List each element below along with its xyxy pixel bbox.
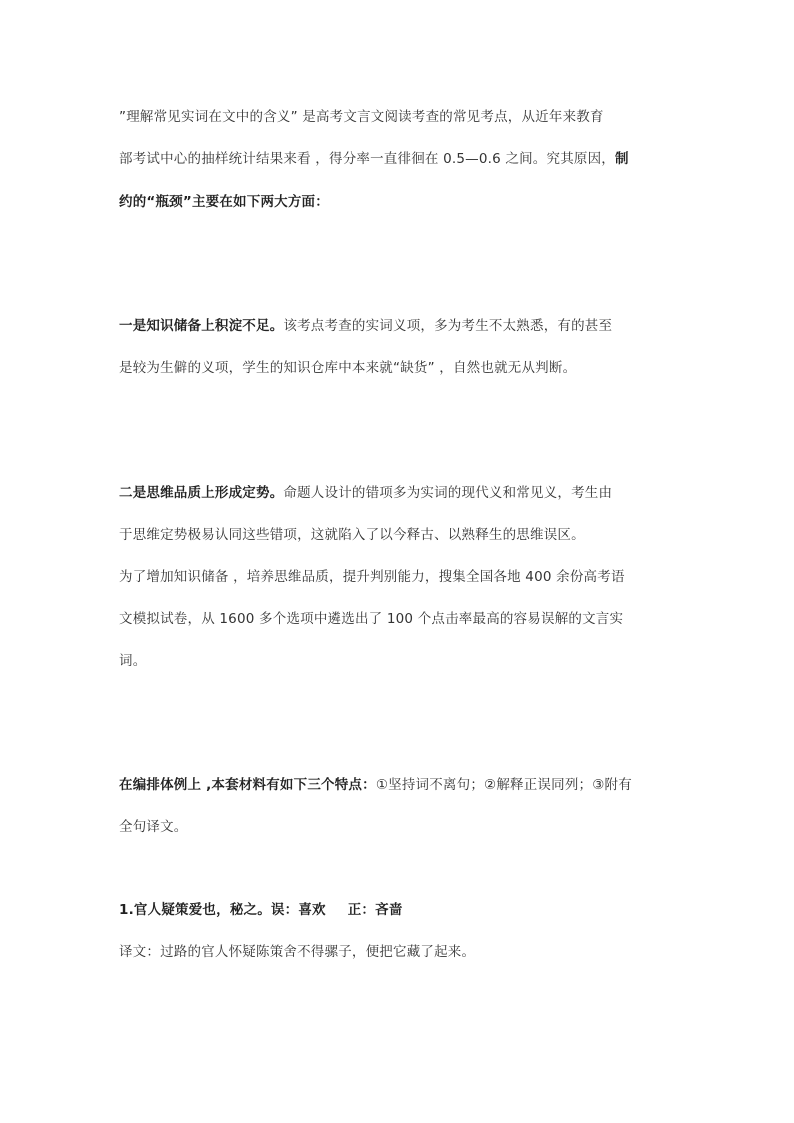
features-text-2: 全句译文。 — [119, 819, 188, 835]
purpose-line-2 — [119, 609, 699, 629]
features-line-1 — [119, 775, 699, 795]
purpose-text-2: 文模拟试卷，从 1600 多个选项中遴选出了 100 个点击率最高的容易误解的文言实 — [119, 611, 624, 627]
point2-text-1: 命题人设计的错项多为实词的现代义和常见义，考生由 — [283, 485, 613, 501]
purpose-text-1: 为了增加知识储备 ，培养思维品质，提升判别能力，搜集全国各地 400 余份高考语 — [119, 569, 625, 585]
point2-line-1 — [119, 483, 699, 503]
point1-line-1 — [119, 316, 699, 336]
entry1-heading — [119, 900, 699, 920]
purpose-line-3 — [119, 651, 699, 671]
entry1-heading-part1: 1.官人疑策爱也，秘之。误：喜欢 — [119, 902, 326, 918]
intro-text-3-bold: 约的“瓶颈”主要在如下两大方面： — [119, 194, 329, 210]
features-text-1: ①坚持词不离句；②解释正误同列；③附有 — [375, 777, 632, 793]
intro-text-2: 部考试中心的抽样统计结果来看 ，得分率一直徘徊在 0.5—0.6 之间。究其原因， — [119, 151, 616, 167]
intro-text-2-bold: 制 — [615, 151, 629, 167]
purpose-line-1 — [119, 567, 699, 587]
point1-heading: 一是知识储备上积淀不足。 — [119, 318, 284, 334]
intro-line-3 — [119, 192, 699, 212]
intro-line-2 — [119, 149, 699, 169]
point2-line-2 — [119, 525, 699, 545]
entry1-heading-part2: 正：吝啬 — [347, 902, 403, 918]
features-line-2 — [119, 817, 699, 837]
features-heading: 在编排体例上 ,本套材料有如下三个特点： — [119, 777, 376, 793]
point2-text-2: 于思维定势极易认同这些错项，这就陷入了以今释古、以熟释生的思维误区。 — [119, 527, 585, 543]
point2-heading: 二是思维品质上形成定势。 — [119, 485, 284, 501]
entry1-translation-text: 译文：过路的官人怀疑陈策舍不得骡子，便把它藏了起来。 — [119, 944, 476, 960]
point1-line-2 — [119, 358, 699, 378]
entry1-translation — [119, 942, 699, 962]
purpose-text-3: 词。 — [119, 653, 147, 669]
intro-line-1 — [119, 107, 699, 127]
point1-text-1: 该考点考查的实词义项，多为考生不太熟悉，有的甚至 — [283, 318, 613, 334]
point1-text-2: 是较为生僻的义项，学生的知识仓库中本来就“缺货” ，自然也就无从判断。 — [119, 360, 577, 376]
intro-text-1: ”理解常见实词在文中的含义” 是高考文言文阅读考查的常见考点，从近年来教育 — [119, 109, 604, 125]
